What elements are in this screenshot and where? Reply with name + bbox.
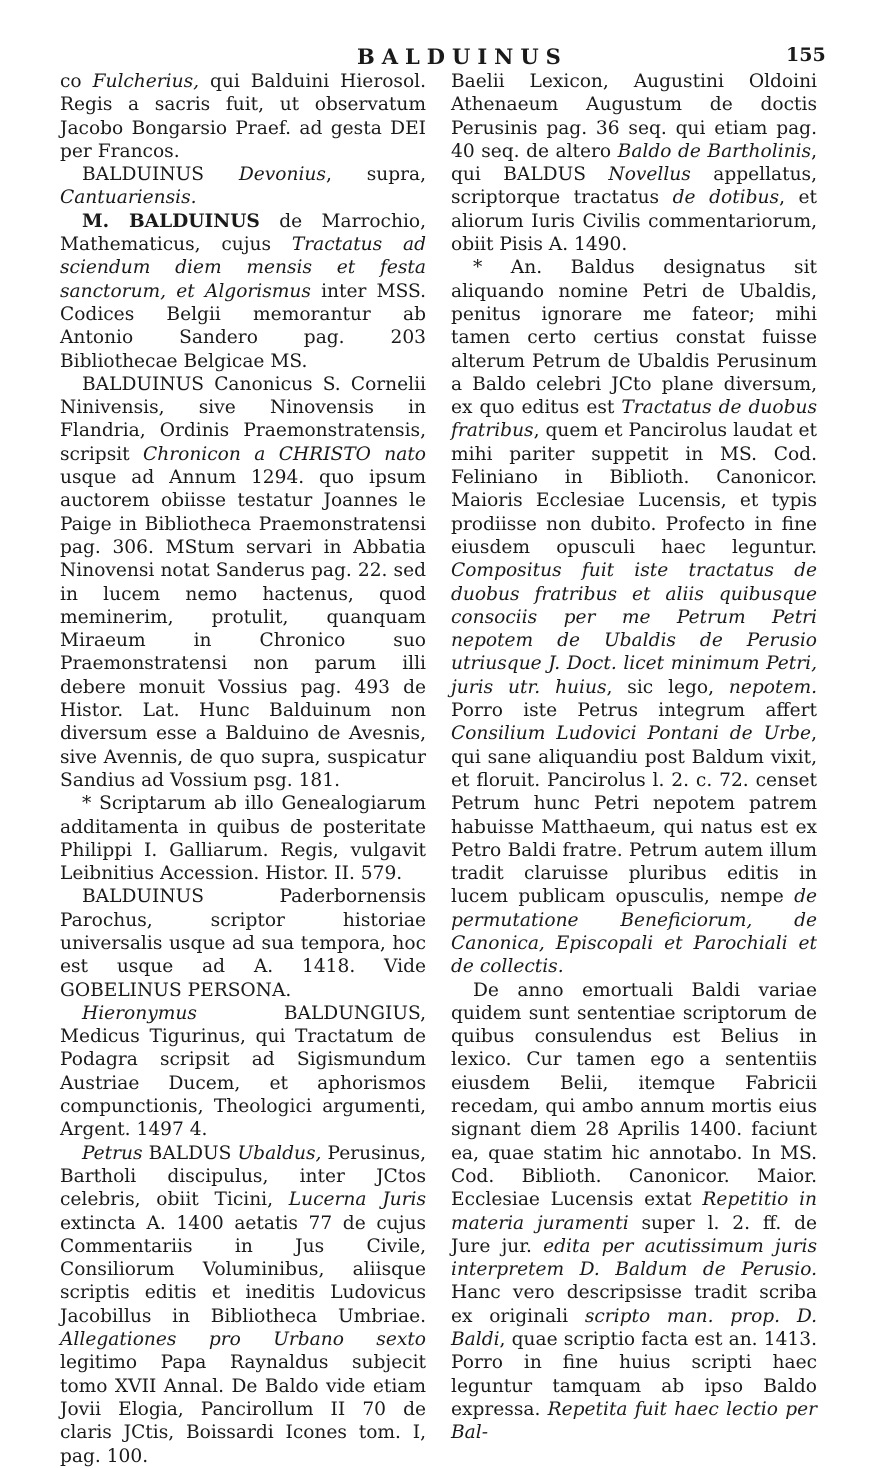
italic-text: Compositus fuit iste tractatus de duobus fratribus et aliis quibusque consociis per me Petrum Petri nepotem de Ubaldis de Perusio utriusque J. Doct. licet minimum Petri, juris utr. huius (451, 560, 817, 698)
text-run: , quem et Pancirolus laudat et mihi pariter suppetit in MS. Cod. Feliniano in Biblioth. Canonicor. Maioris Ecclesiae Lucensis, et typis prodiisse non dubito. Profecto in fine eiusdem opusculi haec leguntur. (451, 420, 817, 558)
text-run: De anno emortuali Baldi variae quidem sunt sententiae scriptorum de quibus consulendus est Belius in lexico. Cur tamen ego a sententiis eiusdem Belii, itemque Fabricii recedam, qui ambo annum mortis eius signant diem 28 Aprilis 1400. faciunt ea, quae statim hic annotabo. In MS. Cod. Biblioth. Canonicor. Maior. Ecclesiae Lucensis extat (451, 979, 817, 1211)
text-run: BALDUS (142, 1142, 238, 1164)
italic-text: Repetitio in materia juramenti (451, 1189, 817, 1234)
italic-text: Novellus (608, 164, 691, 186)
paragraph (60, 70, 426, 163)
italic-text: de dotibus (672, 187, 780, 209)
text-run: legitimo Papa Raynaldus subjecit tomo XVII Annal. De Baldo vide etiam Jovii Elogia, Pancirollum II 70 de claris JCtis, Boissardi Icones tom. I, pag. 100. (60, 1352, 426, 1467)
paragraph (60, 163, 426, 210)
italic-text: nepotem. (728, 676, 817, 698)
text-run: de Marrochio, Mathematicus, cujus (60, 210, 426, 256)
italic-text: edita per acutissimum juris interpretem D. Baldum de Perusio. (451, 1235, 817, 1281)
text-run: BALDUINUS (82, 164, 239, 186)
text-run: , quae scriptio facta est an. 1413. Porro in fine huius scripti haec leguntur tamquam ab ipso Baldo expressa. (451, 1329, 817, 1420)
text-run: , et aliorum Iuris Civilis commentariorum, obiit Pisis A. 1490. (451, 187, 818, 256)
italic-text: Petrus (82, 1142, 143, 1164)
text-run: , sic lego, (606, 676, 729, 698)
italic-text: Lucerna Juris (288, 1189, 426, 1211)
paragraph (451, 979, 817, 1445)
italic-text: Tractatus de duobus fratribus (451, 397, 817, 442)
italic-text: Tractatus ad sciendum diem mensis et festa sanctorum, et Algorismus (60, 234, 426, 302)
italic-text: Cantuariensis. (60, 187, 197, 209)
text-run: qui Balduini Hierosol. Regis a sacris fuit, ut observatum Jacobo Bongarsio Praef. ad gesta DEI per Francos. (60, 71, 426, 162)
page-number: 155 (786, 44, 826, 66)
text-run: BALDUINUS Paderbornensis Parochus, scriptor historiae universalis usque ad sua tempora, hoc est usque ad A. 1418. Vide GOBELINUS PERSONA. (60, 886, 426, 1001)
text-run: , qui sane aliquandiu post Baldum vixit, et floruit. Pancirolus l. 2. c. 72. censet Petrum hunc Petri nepotem patrem habuisse Matthaeum, qui natus est ex Petro Baldi fratre. Petrum autem illum tradit claruisse pluribus editis in lucem publicam opusculis, nempe (451, 723, 817, 908)
italic-text: Devonius (238, 164, 326, 186)
paragraph (451, 70, 817, 256)
paragraph (60, 885, 426, 1001)
text-run: extincta A. 1400 aetatis 77 de cujus Commentariis in Jus Civile, Consiliorum Voluminibus, aliisque scriptis editis et ineditis Ludovicus Jacobillus in Bibliotheca Umbriae. (60, 1212, 426, 1327)
paragraph (60, 373, 426, 792)
text-run: inter MSS. Codices Belgii memorantur ab Antonio Sandero pag. 203 Bibliothecae Belgicae MS. (60, 280, 426, 372)
italic-text: Baldo de Bartholinis (617, 140, 812, 162)
text-run: Hanc vero descripsisse tradit scriba ex originali (451, 1282, 817, 1327)
italic-text: scripto man. prop. D. Baldi (451, 1305, 817, 1351)
left-column (60, 70, 426, 1468)
paragraph (60, 792, 426, 885)
text-run: usque ad Annum 1294. quo ipsum auctorem obiisse testatur Joannes le Paige in Bibliotheca Praemonstratensi pag. 306. MStum servari in Abbatia Ninovensi notat Sanderus pag. 22. sed in lucem nemo hactenus, quod meminerim, protulit, quanquam Miraeum in Chronico suo Praemonstratensi non parum illi debere monuit Vossius pag. 493 de Histor. Lat. Hunc Balduinum non diversum esse a Balduino de Avesnis, sive Avennis, de quo supra, suspicatur Sandius ad Vossium psg. 181. (60, 467, 426, 791)
italic-text: Repetita fuit haec lectio per Bal- (451, 1398, 817, 1444)
text-run: Porro iste Petrus integrum affert (451, 700, 817, 722)
running-head: BALDUINUS (357, 44, 568, 69)
text-run: , qui BALDUS (451, 140, 817, 186)
italic-text: Ubaldus, (237, 1142, 322, 1164)
right-column (451, 70, 817, 1445)
text-run: Baelii Lexicon, Augustini Oldoini Athenaeum Augustum de doctis Perusinis pag. 36 seq. qui etiam pag. 40 seq. de altero (451, 71, 817, 162)
text-run: co (60, 71, 93, 92)
italic-text: Hieronymus (82, 1002, 197, 1024)
text-run: Perusinus, Bartholi discipulus, inter JCtos celebris, obiit Ticini, (60, 1142, 426, 1211)
italic-text: Consilium Ludovici Pontani de Urbe (451, 723, 812, 745)
text-run: super l. 2. ff. de Jure jur. (451, 1212, 817, 1257)
text-run: BALDUNGIUS, Medicus Tigurinus, qui Tractatum de Podagra scripsit ad Sigismundum Austriae Ducem, et aphorismos compunctionis, Theologici argumenti, Argent. 1497 4. (60, 1002, 426, 1141)
text-run: appellatus, scriptorque tractatus (451, 164, 818, 209)
bold-text: M. BALDUINUS (82, 210, 260, 232)
text-run: BALDUINUS Canonicus S. Cornelii Ninivensis, sive Ninovensis in Flandria, Ordinis Praemonstratensis, scripsit (60, 373, 426, 465)
text-run: * Scriptarum ab illo Genealogiarum additamenta in quibus de posteritate Philippi I. Galliarum. Regis, vulgavit Leibnitius Accession. Histor. II. 579. (60, 793, 426, 885)
text-run: * An. Baldus designatus sit aliquando nomine Petri de Ubaldis, penitus ignorare me fateor; mihi tamen certo certius constat fuisse alterum Petrum de Ubaldis Perusinum a Baldo celebri JCto plane diversum, ex quo editus est (451, 257, 817, 419)
italic-text: de permutatione Beneficiorum, de Canonica, Episcopali et Parochiali et de collectis. (451, 886, 817, 978)
paragraph (60, 1002, 426, 1142)
italic-text: Allegationes pro Urbano sexto (60, 1329, 426, 1351)
paragraph (60, 1142, 426, 1468)
paragraph (451, 256, 817, 978)
italic-text: Chronicon a CHRISTO nato (143, 443, 426, 465)
italic-text: Fulcherius, (92, 71, 200, 92)
text-run: , supra, (325, 164, 427, 186)
paragraph (60, 210, 426, 373)
